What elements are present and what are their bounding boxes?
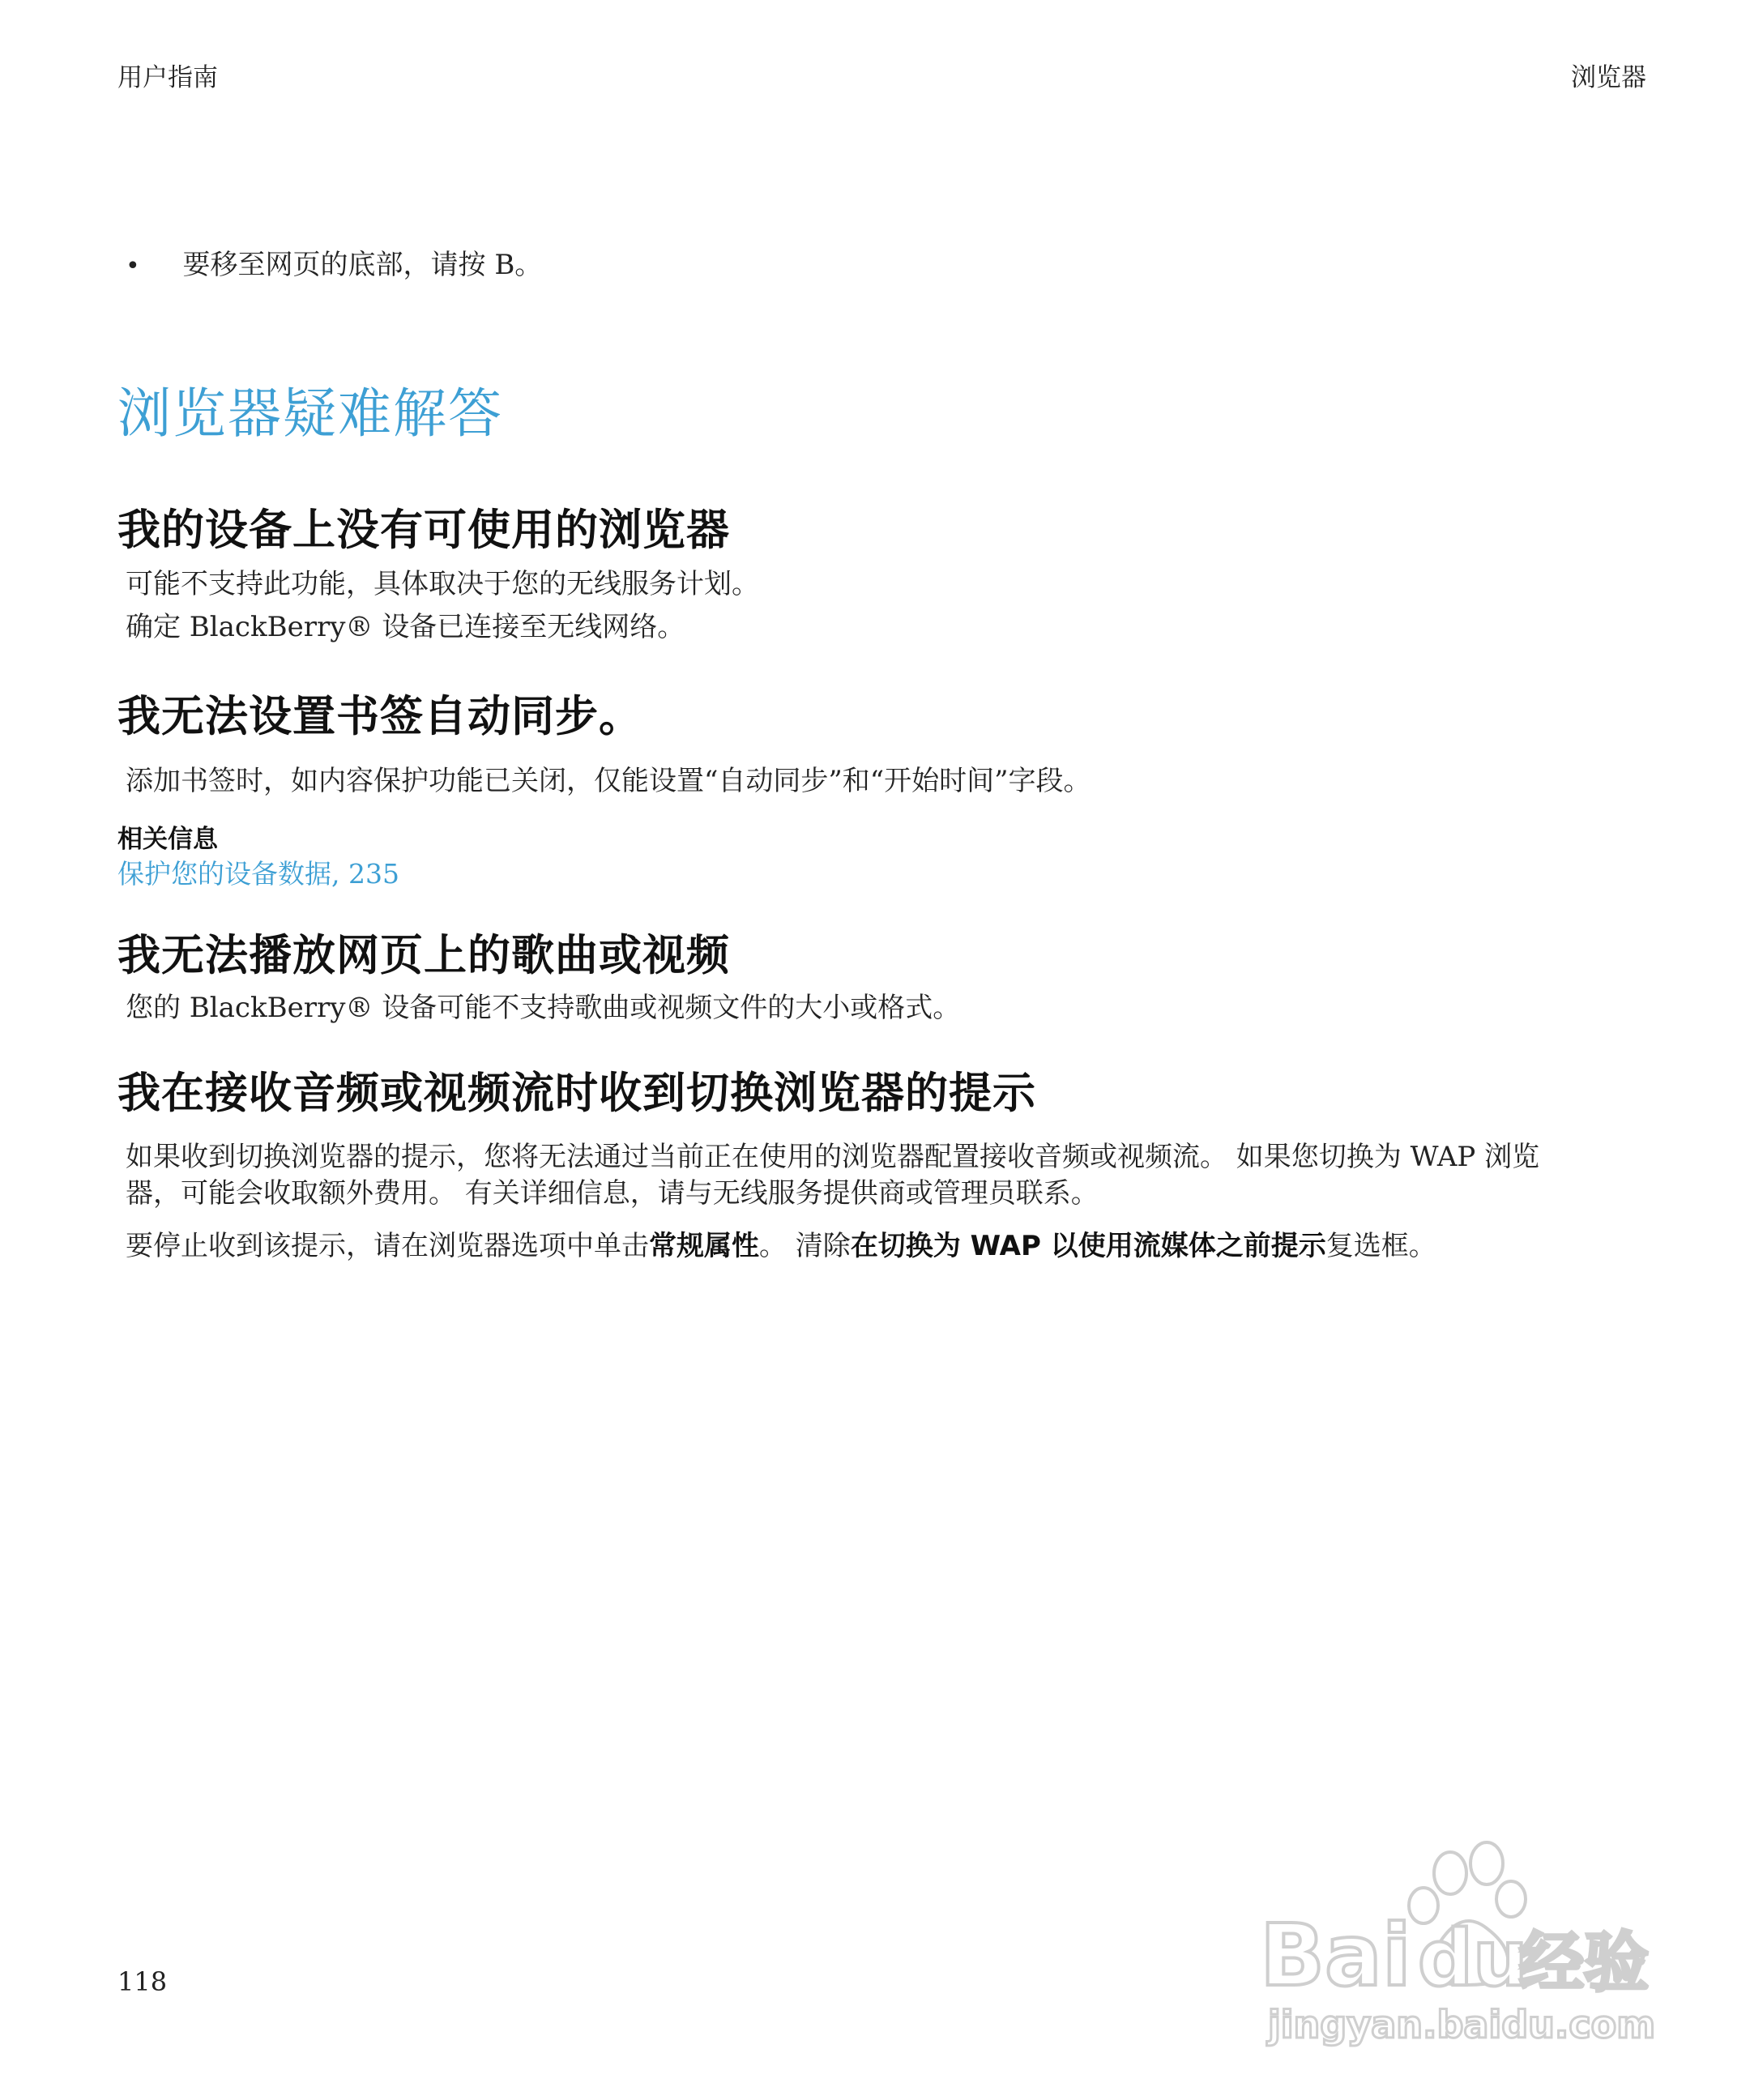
ui-term-general-properties: 常规属性 xyxy=(649,1230,759,1262)
instruction-text: 要停止收到该提示，请在浏览器选项中单击 xyxy=(126,1230,649,1262)
topic-heading-media-playback: 我无法播放网页上的歌曲或视频 xyxy=(117,931,730,980)
topic-paragraph: 添加书签时，如内容保护功能已关闭，仅能设置“自动同步”和“开始时间”字段。 xyxy=(126,765,1091,797)
related-info-link[interactable]: 保护您的设备数据, 235 xyxy=(117,858,399,890)
topic-heading-stream-prompt: 我在接收音频或视频流时收到切换浏览器的提示 xyxy=(117,1069,1036,1118)
bullet-marker: • xyxy=(126,252,140,280)
page-number: 118 xyxy=(117,1966,168,1997)
topic-paragraph: 您的 BlackBerry® 设备可能不支持歌曲或视频文件的大小或格式。 xyxy=(126,992,961,1024)
instruction-text: 复选框。 xyxy=(1325,1230,1436,1262)
related-info-label: 相关信息 xyxy=(117,825,218,854)
topic-paragraph-instructions xyxy=(126,1229,1436,1263)
bullet-text: 要移至网页的底部，请按 B。 xyxy=(182,249,543,281)
bullet-list-item xyxy=(126,248,542,284)
ui-term-prompt-checkbox: 在切换为 WAP 以使用流媒体之前提示 xyxy=(850,1230,1326,1262)
topic-paragraph: 确定 BlackBerry® 设备已连接至无线网络。 xyxy=(126,611,685,643)
watermark-url: jingyan.baidu.com xyxy=(1268,2003,1656,2047)
topic-heading-bookmark-sync: 我无法设置书签自动同步。 xyxy=(117,692,642,741)
baidu-jingyan-watermark xyxy=(1244,1839,1665,2050)
watermark-suffix: 经验 xyxy=(1519,1925,1649,2000)
topic-paragraph: 可能不支持此功能，具体取决于您的无线服务计划。 xyxy=(126,568,759,600)
section-title: 浏览器疑难解答 xyxy=(117,382,503,445)
watermark-brand-2: du xyxy=(1418,1914,1528,2004)
topic-paragraph: 器，可能会收取额外费用。 有关详细信息，请与无线服务提供商或管理员联系。 xyxy=(126,1177,1099,1210)
instruction-text: 。 清除 xyxy=(759,1230,851,1262)
running-header-right: 浏览器 xyxy=(1571,63,1646,92)
topic-heading-no-browser: 我的设备上没有可使用的浏览器 xyxy=(117,506,730,555)
watermark-brand: Bai xyxy=(1260,1906,1411,2005)
topic-paragraph: 如果收到切换浏览器的提示，您将无法通过当前正在使用的浏览器配置接收音频或视频流。 如果您切换为 WAP 浏览 xyxy=(126,1141,1540,1173)
running-header-left: 用户指南 xyxy=(117,63,218,92)
